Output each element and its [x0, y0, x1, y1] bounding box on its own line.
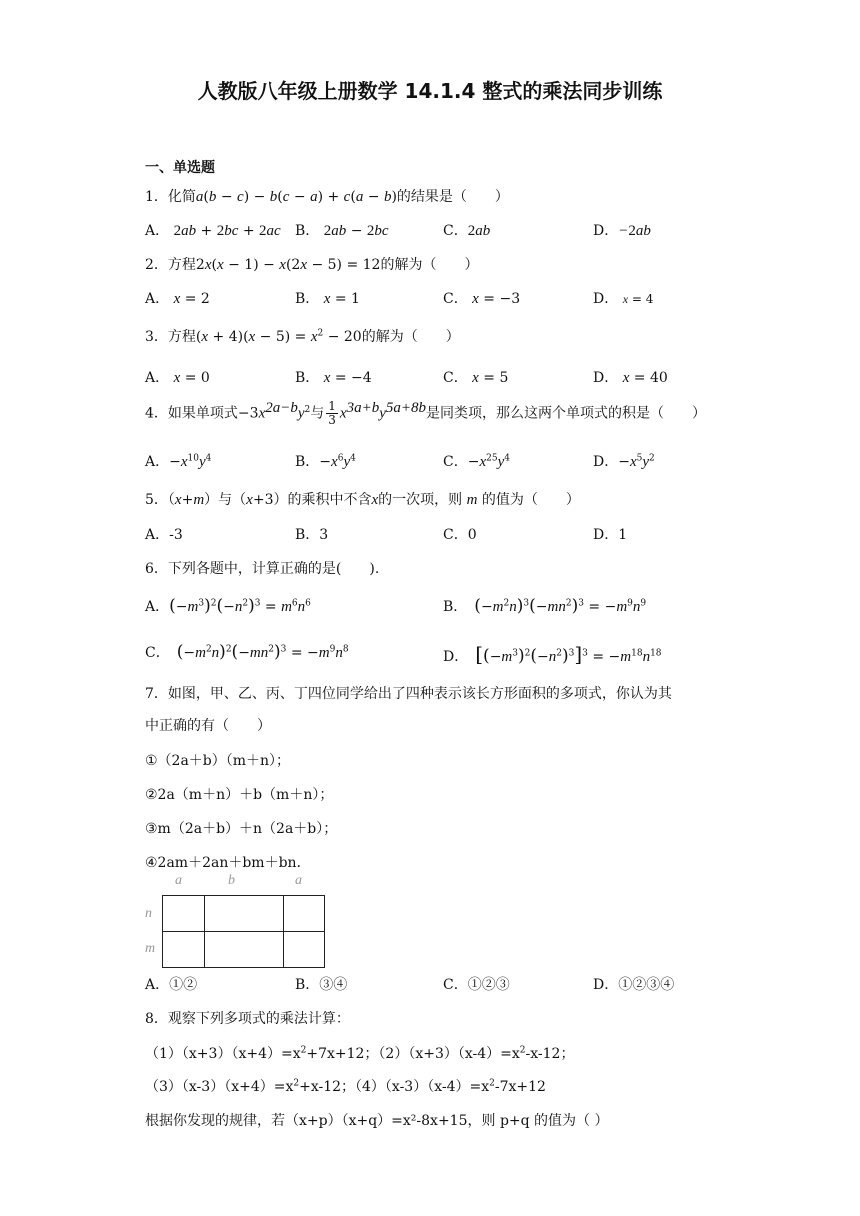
question-6-options-cd: [145, 642, 705, 666]
option-b: B．$-x^6y^4$: [295, 453, 356, 470]
cell-am-2: [284, 932, 325, 968]
option-c: C．2ab: [443, 223, 491, 239]
question-5-options: [145, 524, 705, 544]
question-7-line-2: 中正确的有（ ）: [145, 718, 271, 734]
question-5: 5．（x+m）与（x+3）的乘积中不含x的一次项，则 m 的值为（ ）: [145, 492, 580, 508]
option-a: A．$(-m^3)^2(-n^2)^3 = m^6n^6$: [145, 596, 311, 616]
option-c: C． $(-m^2n)^2(-mn^2)^3 = -m^9n^8$: [145, 642, 349, 662]
column-label-a2: a: [295, 873, 302, 888]
section-heading: 一、单选题: [145, 160, 215, 176]
cell-an: [163, 896, 205, 932]
row-label-n: n: [145, 906, 152, 921]
question-2-options: [145, 288, 705, 308]
option-b: B． x = 1: [295, 291, 360, 307]
cell-bn: [205, 896, 284, 932]
question-3-options: [145, 367, 705, 387]
column-label-a1: a: [175, 873, 182, 888]
question-1-options: [145, 220, 705, 240]
question-1: 1．化简a(b − c) − b(c − a) + c(a − b)的结果是（ ）: [145, 189, 509, 205]
question-7-item-1: ①（2a＋b）（m＋n）；: [145, 753, 291, 769]
question-6: 6．下列各题中，计算正确的是( ).: [145, 561, 380, 577]
option-c: C．$-x^{25}y^4$: [443, 453, 510, 470]
question-4-options: [145, 451, 705, 471]
option-d: D．$-x^5y^2$: [593, 453, 655, 470]
question-6-options-ab: [145, 596, 705, 616]
option-a: A． 2ab + 2bc + 2ac: [145, 223, 281, 239]
question-8-line-4: 根据你发现的规律，若（x+p）（x+q）=x²-8x+15，则 p+q 的值为（ ）: [145, 1113, 609, 1129]
cell-am: [163, 932, 205, 968]
option-d: D． x = 4: [593, 291, 654, 307]
option-d: D．①②③④: [593, 977, 675, 993]
question-7-line-1: 7．如图，甲、乙、丙、丁四位同学给出了四种表示该长方形面积的多项式，你认为其: [145, 686, 672, 702]
option-a: A．①②: [145, 977, 198, 993]
question-7-item-4: ④2am＋2an＋bm＋bn．: [145, 855, 311, 871]
cell-an-2: [284, 896, 325, 932]
option-b: B．③④: [295, 977, 348, 993]
option-d: D． x = 40: [593, 370, 668, 386]
question-8-line-3: $(3)(x-3)(x+4)=x^2+x-12$；$(4)(x-3)(x-4)=x^2-7x+12$: [145, 1078, 546, 1095]
question-7-item-3: ③m（2a＋b）＋n（2a＋b）；: [145, 821, 338, 837]
cell-bm: [205, 932, 284, 968]
option-c: C． x = 5: [443, 370, 509, 386]
option-b: B．3: [295, 527, 329, 543]
question-4: 4．如果单项式$-3x^{2a-b}y^2$与 $\frac{1}{3}$ $x^{3a+b}y^{5a+8b}$是同类项，那么这两个单项式的积是（ ）: [145, 399, 706, 428]
question-7-item-2: ②2a（m＋n）＋b（m＋n）；: [145, 787, 334, 803]
option-a: A． x = 2: [145, 291, 210, 307]
option-a: A．$-x^{10}y^4$: [145, 453, 212, 470]
page-title: 人教版八年级上册数学 14.1.4 整式的乘法同步训练: [197, 79, 663, 103]
option-b: B． x = −4: [295, 370, 372, 386]
column-label-b: b: [228, 873, 235, 888]
option-c: C．0: [443, 527, 477, 543]
option-b: B． $(-m^2n)^3(-mn^2)^3 = -m^9n^9$: [443, 596, 647, 616]
option-d: D．−2ab: [593, 223, 651, 239]
option-d: D．1: [593, 527, 628, 543]
option-d: D． $[(-m^3)^2(-n^2)^3]^3 = -m^{18}n^{18}$: [443, 642, 662, 666]
option-a: A．-3: [145, 527, 183, 543]
question-7-options: [145, 974, 705, 994]
rectangle-figure: [162, 895, 325, 968]
row-label-m: m: [145, 941, 156, 956]
question-3: 3．方程$(x + 4)(x - 5) = x^2 - 20$的解为（ ）: [145, 328, 460, 345]
option-c: C． x = −3: [443, 291, 521, 307]
question-2: 2．方程2x(x − 1) − x(2x − 5) = 12的解为（ ）: [145, 257, 479, 273]
option-a: A． x = 0: [145, 370, 210, 386]
question-8-line-2: $(1)(x+3)(x+4)=x^2+7x+12$；$(2)(x+3)(x-4)=x^2-x-12$；: [145, 1045, 575, 1062]
option-c: C．①②③: [443, 977, 510, 993]
question-8-line-1: 8．观察下列多项式的乘法计算：: [145, 1011, 350, 1027]
option-b: B． 2ab − 2bc: [295, 223, 389, 239]
